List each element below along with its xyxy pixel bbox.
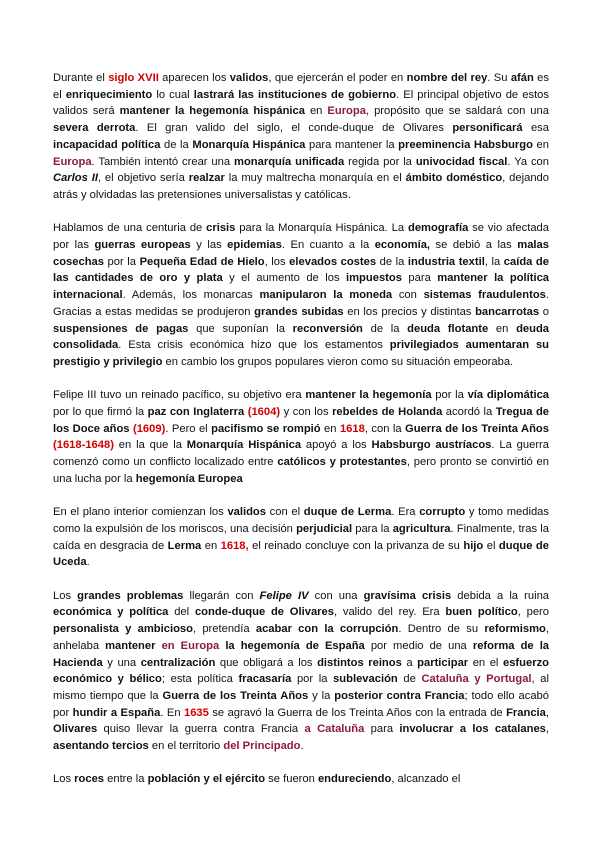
text-run: personificará: [452, 122, 523, 135]
text-run: . Gracias a estas medidas se produjeron: [53, 289, 549, 318]
text-run: roces: [74, 773, 105, 786]
text-run: reformismo: [484, 623, 546, 636]
text-run: sublevación: [333, 673, 398, 686]
text-run: validos: [229, 72, 269, 84]
text-run: Hablamos de una centuria de: [53, 222, 207, 235]
text-run: deuda flotante: [407, 322, 489, 335]
text-run: Francia: [506, 706, 546, 719]
text-run: .: [300, 740, 304, 753]
text-run: con: [392, 289, 424, 302]
text-run: participar: [417, 656, 469, 669]
text-run: manipularon la moneda: [259, 289, 393, 302]
text-run: (1604): [247, 406, 281, 419]
text-run: hijo: [463, 539, 484, 552]
text-run: . También intentó crear una: [91, 155, 235, 168]
text-run: por la: [291, 673, 334, 686]
text-run: económica y política: [53, 606, 169, 619]
text-run: .: [86, 556, 90, 569]
text-run: . Dentro de su: [398, 623, 485, 636]
text-run: pacifismo se rompió: [211, 422, 321, 435]
text-run: del Principado: [223, 740, 301, 753]
text-run: univocidad fiscal: [415, 155, 508, 168]
paragraph-crisis: [53, 220, 549, 370]
paragraph-felipe-iv: [53, 588, 549, 755]
text-run: asentando tercios: [53, 740, 149, 753]
paragraph-plano-interior: [53, 504, 549, 571]
text-run: acabar con la corrupción: [255, 623, 399, 636]
text-run: Olivares: [53, 723, 98, 736]
text-run: 1618: [339, 422, 365, 435]
text-run: (1618-1648): [53, 439, 114, 452]
text-run: esfuerzo económico y bélico: [53, 656, 549, 686]
text-run: que obligará a los: [215, 656, 318, 669]
text-run: a Cataluña: [304, 723, 365, 736]
text-run: . Ya con: [507, 155, 549, 168]
text-run: quiso llevar la guerra contra Francia: [97, 723, 305, 736]
text-run: vía diplomática: [467, 389, 550, 402]
text-run: enriquecimiento: [65, 88, 153, 101]
text-run: se debió a las: [430, 239, 518, 252]
text-run: la muy maltrecha monarquía en el: [224, 172, 406, 185]
text-run: reforma de la Hacienda: [53, 639, 550, 669]
text-run: privilegiados aumentaran su prestigio y privilegio: [53, 339, 549, 368]
text-run: católicos y protestantes: [277, 456, 407, 469]
text-run: Guerra de los Treinta Años: [162, 689, 309, 702]
text-run: entre la: [104, 773, 148, 786]
text-run: economía,: [374, 239, 431, 252]
text-run: 1635: [183, 706, 209, 719]
text-run: , propósito que se saldará con una: [365, 105, 549, 118]
text-run: deuda consolidada: [53, 322, 550, 352]
text-run: mantener la hegemonía: [305, 389, 432, 402]
text-run: corrupto: [419, 506, 466, 519]
text-run: validos: [227, 506, 266, 519]
text-run: aparecen los: [158, 72, 230, 84]
text-run: Europa: [53, 155, 92, 168]
text-run: se agravó la Guerra de los Treinta Años con la entrada de: [208, 706, 507, 719]
text-run: para la Monarquía Hispánica. La: [235, 222, 408, 235]
text-run: del: [168, 606, 195, 619]
text-run: en cambio los grupos populares vieron como su situación empeoraba.: [162, 355, 514, 368]
text-run: posterior contra Francia: [334, 689, 465, 702]
text-run: preeminencia Habsburgo: [398, 138, 533, 151]
text-run: por la: [104, 255, 140, 268]
text-run: nombre del rey: [406, 72, 488, 84]
text-run: Guerra de los Treinta Años: [405, 422, 549, 435]
text-run: . Además, los monarcas: [122, 289, 260, 302]
text-run: (1609): [132, 422, 166, 435]
text-run: 1618,: [220, 539, 249, 552]
text-run: en los precios y distintas: [343, 305, 476, 318]
text-run: en: [201, 539, 221, 552]
text-run: reconversión: [292, 322, 363, 335]
text-run: de la: [362, 322, 408, 335]
text-run: mantener la hegemonía hispánica: [119, 105, 305, 118]
text-run: en: [532, 138, 549, 151]
text-run: y con los: [280, 406, 333, 419]
text-run: para: [401, 272, 438, 285]
text-run: a: [401, 656, 418, 669]
text-run: de: [397, 673, 422, 686]
text-run: , al mismo tiempo que la: [53, 673, 549, 702]
text-run: regida por la: [344, 155, 416, 168]
text-run: lo cual: [152, 88, 194, 101]
text-run: distintos reinos: [317, 656, 402, 669]
text-run: grandes subidas: [254, 305, 344, 318]
text-run: . En: [160, 706, 184, 719]
document-page: [53, 70, 549, 805]
text-run: Habsburgo austríacos: [371, 439, 492, 452]
text-run: que suponían la: [188, 322, 293, 335]
text-run: debida a la ruina: [451, 589, 550, 602]
text-run: . Era: [391, 506, 420, 519]
text-run: mantener: [105, 639, 156, 652]
text-run: hegemonía Europea: [135, 472, 243, 485]
text-run: suspensiones de pagas: [53, 322, 189, 335]
text-run: Pequeña Edad de Hielo: [139, 255, 265, 268]
text-run: . La guerra comenzó como un conflicto localizado entre: [53, 439, 549, 469]
text-run: se fueron: [265, 773, 318, 786]
text-run: para: [364, 723, 400, 736]
text-run: en la que la: [113, 439, 187, 452]
text-run: por la: [431, 389, 468, 402]
text-run: En el plano interior comienzan los: [53, 506, 228, 519]
text-run: crisis: [206, 222, 236, 235]
text-run: , anhelaba: [53, 623, 549, 652]
text-run: involucrar a los catalanes: [399, 723, 546, 736]
text-run: Carlos II: [53, 172, 98, 185]
text-run: el: [483, 539, 499, 552]
text-run: en: [488, 322, 517, 335]
paragraph-felipe-iii: [53, 387, 549, 487]
text-run: se vio afectada por las: [53, 222, 549, 252]
text-run: , que ejercerán el poder en: [268, 72, 407, 84]
text-run: grandes problemas: [77, 589, 184, 602]
text-run: lastrará las instituciones de gobierno: [193, 88, 397, 101]
text-run: agricultura: [392, 522, 451, 535]
text-run: . El principal objetivo de estos validos será: [53, 88, 549, 118]
text-run: demografía: [407, 222, 469, 235]
text-run: con el: [266, 506, 304, 519]
text-run: Felipe IV: [259, 589, 309, 602]
text-run: , el objetivo sería: [97, 172, 189, 185]
text-run: por lo que firmó la: [53, 406, 148, 419]
text-run: buen político: [445, 606, 518, 619]
text-run: de la: [160, 138, 193, 151]
text-run: Tregua de los Doce años: [53, 406, 549, 435]
text-run: epidemias: [227, 239, 282, 252]
text-run: ámbito doméstico: [405, 172, 503, 185]
text-run: , con la: [364, 422, 406, 435]
text-run: Los: [53, 773, 75, 786]
text-run: . El gran valido del siglo, el conde-duque de Olivares: [135, 122, 453, 135]
text-run: de la: [376, 255, 408, 268]
text-run: monarquía unificada: [234, 155, 345, 168]
text-run: Durante el: [53, 72, 109, 84]
text-run: elevados costes: [289, 255, 377, 268]
text-run: el reinado concluye con la privanza de su: [248, 539, 464, 552]
text-run: ,: [545, 706, 549, 719]
text-run: en: [320, 422, 340, 435]
text-run: paz con Inglaterra: [147, 406, 245, 419]
text-run: , pero pronto se convirtió en una lucha por la: [53, 456, 550, 485]
text-run: mantener la política internacional: [53, 272, 550, 302]
text-run: perjudicial: [296, 522, 353, 535]
text-run: llegarán con: [183, 589, 260, 602]
text-run: y las: [190, 239, 228, 252]
text-run: , valido del rey. Era: [333, 606, 446, 619]
text-run: incapacidad política: [53, 138, 161, 151]
paragraph-roces: [53, 771, 549, 788]
text-run: es el: [53, 72, 549, 101]
text-run: guerras europeas: [94, 239, 191, 252]
text-run: . Pero el: [165, 422, 212, 435]
text-run: , los: [264, 255, 290, 268]
text-run: ; esta política: [161, 673, 239, 686]
text-run: malas cosechas: [53, 239, 549, 268]
text-run: apoyó a los: [301, 439, 372, 452]
text-run: , alcanzado el: [391, 773, 461, 786]
text-run: población y el ejército: [147, 773, 266, 786]
text-run: por medio de una: [364, 639, 473, 652]
text-run: siglo XVII: [108, 72, 159, 84]
text-run: gravísima crisis: [363, 589, 452, 602]
text-run: . En cuanto a la: [281, 239, 375, 252]
text-run: caída de las cantidades de oro y plata: [53, 255, 549, 285]
text-run: para mantener la: [305, 138, 399, 151]
text-run: en: [304, 105, 328, 118]
text-run: y una: [102, 656, 141, 669]
text-run: acordó la: [442, 406, 496, 419]
text-run: industria textil: [407, 255, 485, 268]
text-run: conde-duque de Olivares: [194, 606, 334, 619]
text-run: para la: [352, 522, 393, 535]
text-run: . Su: [487, 72, 511, 84]
text-run: . Esta crisis económica hizo que los estamentos: [118, 339, 390, 352]
text-run: endureciendo: [317, 773, 392, 786]
text-run: afán: [510, 72, 534, 84]
text-run: ; todo ello acabó por: [53, 689, 549, 719]
text-run: realzar: [188, 172, 225, 185]
text-run: Europa: [327, 105, 366, 118]
text-run: en el: [468, 656, 503, 669]
text-run: con una: [308, 589, 364, 602]
text-run: . Finalmente, tras la caída en desgracia de: [53, 522, 549, 552]
text-run: ,: [545, 723, 550, 736]
text-run: o: [539, 305, 550, 318]
text-run: duque de Lerma: [303, 506, 392, 519]
text-run: duque de Uceda: [53, 539, 549, 569]
text-run: severa derrota: [53, 122, 136, 135]
text-run: Lerma: [167, 539, 202, 552]
text-run: centralización: [140, 656, 216, 669]
text-run: y tomo medidas como la expulsión de los moriscos, una decisión: [53, 506, 549, 535]
text-run: Monarquía Hispánica: [186, 439, 302, 452]
text-run: la hegemonía de España: [225, 639, 365, 652]
text-run: Felipe III tuvo un reinado pacífico, su objetivo era: [53, 389, 306, 402]
text-run: Monarquía Hispánica: [192, 138, 306, 151]
text-run: personalista y ambicioso: [53, 623, 193, 636]
text-run: esa: [522, 122, 549, 135]
text-run: y el aumento de los: [222, 272, 346, 285]
text-run: sistemas fraudulentos: [423, 289, 546, 302]
text-run: , la: [484, 255, 504, 268]
text-run: bancarrotas: [475, 305, 540, 318]
text-run: Los: [53, 589, 78, 602]
text-run: Cataluña y Portugal: [421, 673, 532, 686]
text-run: en el territorio: [148, 740, 224, 753]
paragraph-validos: [53, 70, 549, 204]
text-run: , pero: [517, 606, 550, 619]
text-run: impuestos: [346, 272, 402, 285]
text-run: y la: [308, 689, 335, 702]
text-run: , pretendía: [192, 623, 256, 636]
text-run: hundir a España: [72, 706, 161, 719]
text-run: , dejando atrás y olvidadas las pretensiones universalistas y católicas.: [53, 172, 549, 201]
text-run: fracasaría: [238, 673, 292, 686]
text-run: rebeldes de Holanda: [332, 406, 443, 419]
text-run: en Europa: [161, 639, 220, 652]
